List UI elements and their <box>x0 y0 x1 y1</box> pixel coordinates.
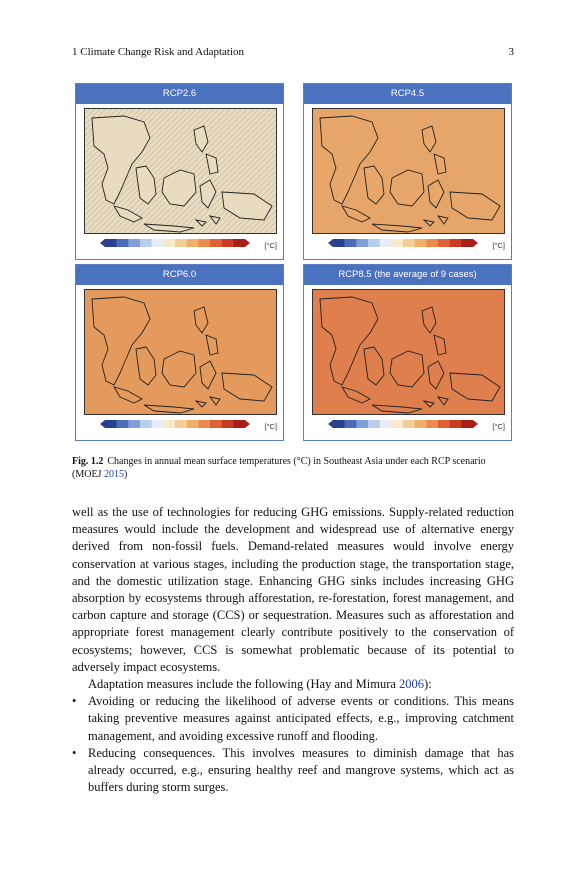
colorbar-swatch <box>140 239 152 247</box>
colorbar-arrow-left <box>100 239 105 247</box>
colorbar-swatch <box>140 420 152 428</box>
unit-label: [°C] <box>264 422 277 431</box>
panel-title: RCP4.5 <box>304 84 511 104</box>
temperature-map <box>312 108 505 234</box>
colorbar-swatch <box>175 420 187 428</box>
colorbar-swatch <box>117 420 129 428</box>
colorbar-swatch <box>152 239 164 247</box>
colorbar-swatch <box>380 420 392 428</box>
map-panel-rcp45 <box>303 83 512 260</box>
colorbar <box>328 420 478 428</box>
panel-title: RCP8.5 (the average of 9 cases) <box>304 265 511 285</box>
colorbar-swatch <box>403 239 415 247</box>
temperature-map <box>84 289 277 415</box>
colorbar-swatch <box>368 420 380 428</box>
colorbar-swatch <box>198 239 210 247</box>
colorbar-swatch <box>438 420 450 428</box>
colorbar-swatch <box>117 239 129 247</box>
colorbar-swatch <box>198 420 210 428</box>
panel-title: RCP2.6 <box>76 84 283 104</box>
colorbar-swatch <box>105 239 117 247</box>
colorbar <box>328 239 478 247</box>
colorbar-swatch <box>175 239 187 247</box>
colorbar-swatch <box>403 420 415 428</box>
colorbar-swatch <box>415 239 427 247</box>
colorbar-swatch <box>163 239 175 247</box>
colorbar-swatch <box>426 239 438 247</box>
map-panel-rcp85 <box>303 264 512 441</box>
paragraph-text: Adaptation measures include the following (Hay and Mimura <box>88 677 400 692</box>
colorbar-swatch <box>461 420 473 428</box>
colorbar-swatch <box>105 420 117 428</box>
colorbar-arrow-right <box>473 420 478 428</box>
colorbar-arrow-right <box>245 420 250 428</box>
temperature-map <box>312 289 505 415</box>
colorbar-swatch <box>233 420 245 428</box>
citation-link[interactable]: 2006 <box>399 677 425 692</box>
colorbar-swatch <box>368 239 380 247</box>
colorbar-swatch <box>391 420 403 428</box>
colorbar-swatch <box>356 239 368 247</box>
unit-label: [°C] <box>492 422 505 431</box>
paragraph <box>72 676 514 693</box>
unit-label: [°C] <box>264 241 277 250</box>
colorbar-swatch <box>187 420 199 428</box>
colorbar-swatch <box>210 420 222 428</box>
unit-label: [°C] <box>492 241 505 250</box>
colorbar-swatch <box>187 239 199 247</box>
colorbar-swatch <box>222 420 234 428</box>
figure-caption <box>72 455 514 481</box>
caption-text: Changes in annual mean surface temperatures (°C) in Southeast Asia under each RCP scenario (MOEJ <box>72 456 486 480</box>
chapter-title: 1 Climate Change Risk and Adaptation <box>72 46 245 58</box>
colorbar-arrow-left <box>328 420 333 428</box>
map-panel-rcp60 <box>75 264 284 441</box>
colorbar-swatch <box>163 420 175 428</box>
colorbar-swatch <box>391 239 403 247</box>
colorbar-arrow-right <box>473 239 478 247</box>
colorbar-swatch <box>233 239 245 247</box>
caption-label: Fig. 1.2 <box>72 456 104 467</box>
colorbar <box>100 420 250 428</box>
caption-end: ) <box>123 469 128 480</box>
bullet-icon: • <box>72 745 77 760</box>
colorbar-swatch <box>450 420 462 428</box>
list-item <box>72 745 514 797</box>
colorbar-swatch <box>345 239 357 247</box>
colorbar <box>100 239 250 247</box>
body-text <box>72 504 514 796</box>
bullet-icon: • <box>72 694 77 709</box>
colorbar-swatch <box>222 239 234 247</box>
colorbar-swatch <box>356 420 368 428</box>
colorbar-swatch <box>345 420 357 428</box>
paragraph: well as the use of technologies for reducing GHG emissions. Supply-related reduction measures would include the development and widespread use of alternative energy derived from non-fossil fuels. Demand-related measures would involve energy conservation at various stages, including the production stage, the transportation stage, and the domestic utilization stage. Enhancing GHG sinks includes increasing GHG absorption by ecosystems through afforestation, re-forestation, forest management, and carbon capture and storage (CCS) or sequestration. Measures such as afforestation and appropriate forest management clearly contribute positively to the conservation of ecosystems; however, CCS is somewhat problematic because of its potential to adversely impact ecosystems. <box>72 505 514 674</box>
colorbar-swatch <box>426 420 438 428</box>
list-item-text: Reducing consequences. This involves measures to diminish damage that has already occurred, e.g., ensuring healthy reef and mangrove systems, which act as buffers during storm surges. <box>88 745 514 795</box>
colorbar-swatch <box>128 239 140 247</box>
bullet-list <box>72 693 514 796</box>
colorbar-arrow-left <box>328 239 333 247</box>
panel-title: RCP6.0 <box>76 265 283 285</box>
colorbar-swatch <box>210 239 222 247</box>
paragraph-text: ): <box>424 677 432 692</box>
colorbar-swatch <box>380 239 392 247</box>
colorbar-swatch <box>450 239 462 247</box>
colorbar-swatch <box>461 239 473 247</box>
list-item <box>72 693 514 745</box>
caption-citation-link[interactable]: 2015 <box>103 469 124 480</box>
colorbar-swatch <box>128 420 140 428</box>
colorbar-arrow-right <box>245 239 250 247</box>
list-item-text: Avoiding or reducing the likelihood of adverse events or conditions. This means taking preventive measures against anticipated effects, e.g., improving catchment management, and avoiding excessive runoff and flooding. <box>88 694 514 743</box>
colorbar-swatch <box>152 420 164 428</box>
colorbar-swatch <box>333 420 345 428</box>
colorbar-swatch <box>438 239 450 247</box>
colorbar-swatch <box>333 239 345 247</box>
map-panel-rcp26 <box>75 83 284 260</box>
page-number: 3 <box>508 46 514 58</box>
colorbar-arrow-left <box>100 420 105 428</box>
temperature-map <box>84 108 277 234</box>
colorbar-swatch <box>415 420 427 428</box>
